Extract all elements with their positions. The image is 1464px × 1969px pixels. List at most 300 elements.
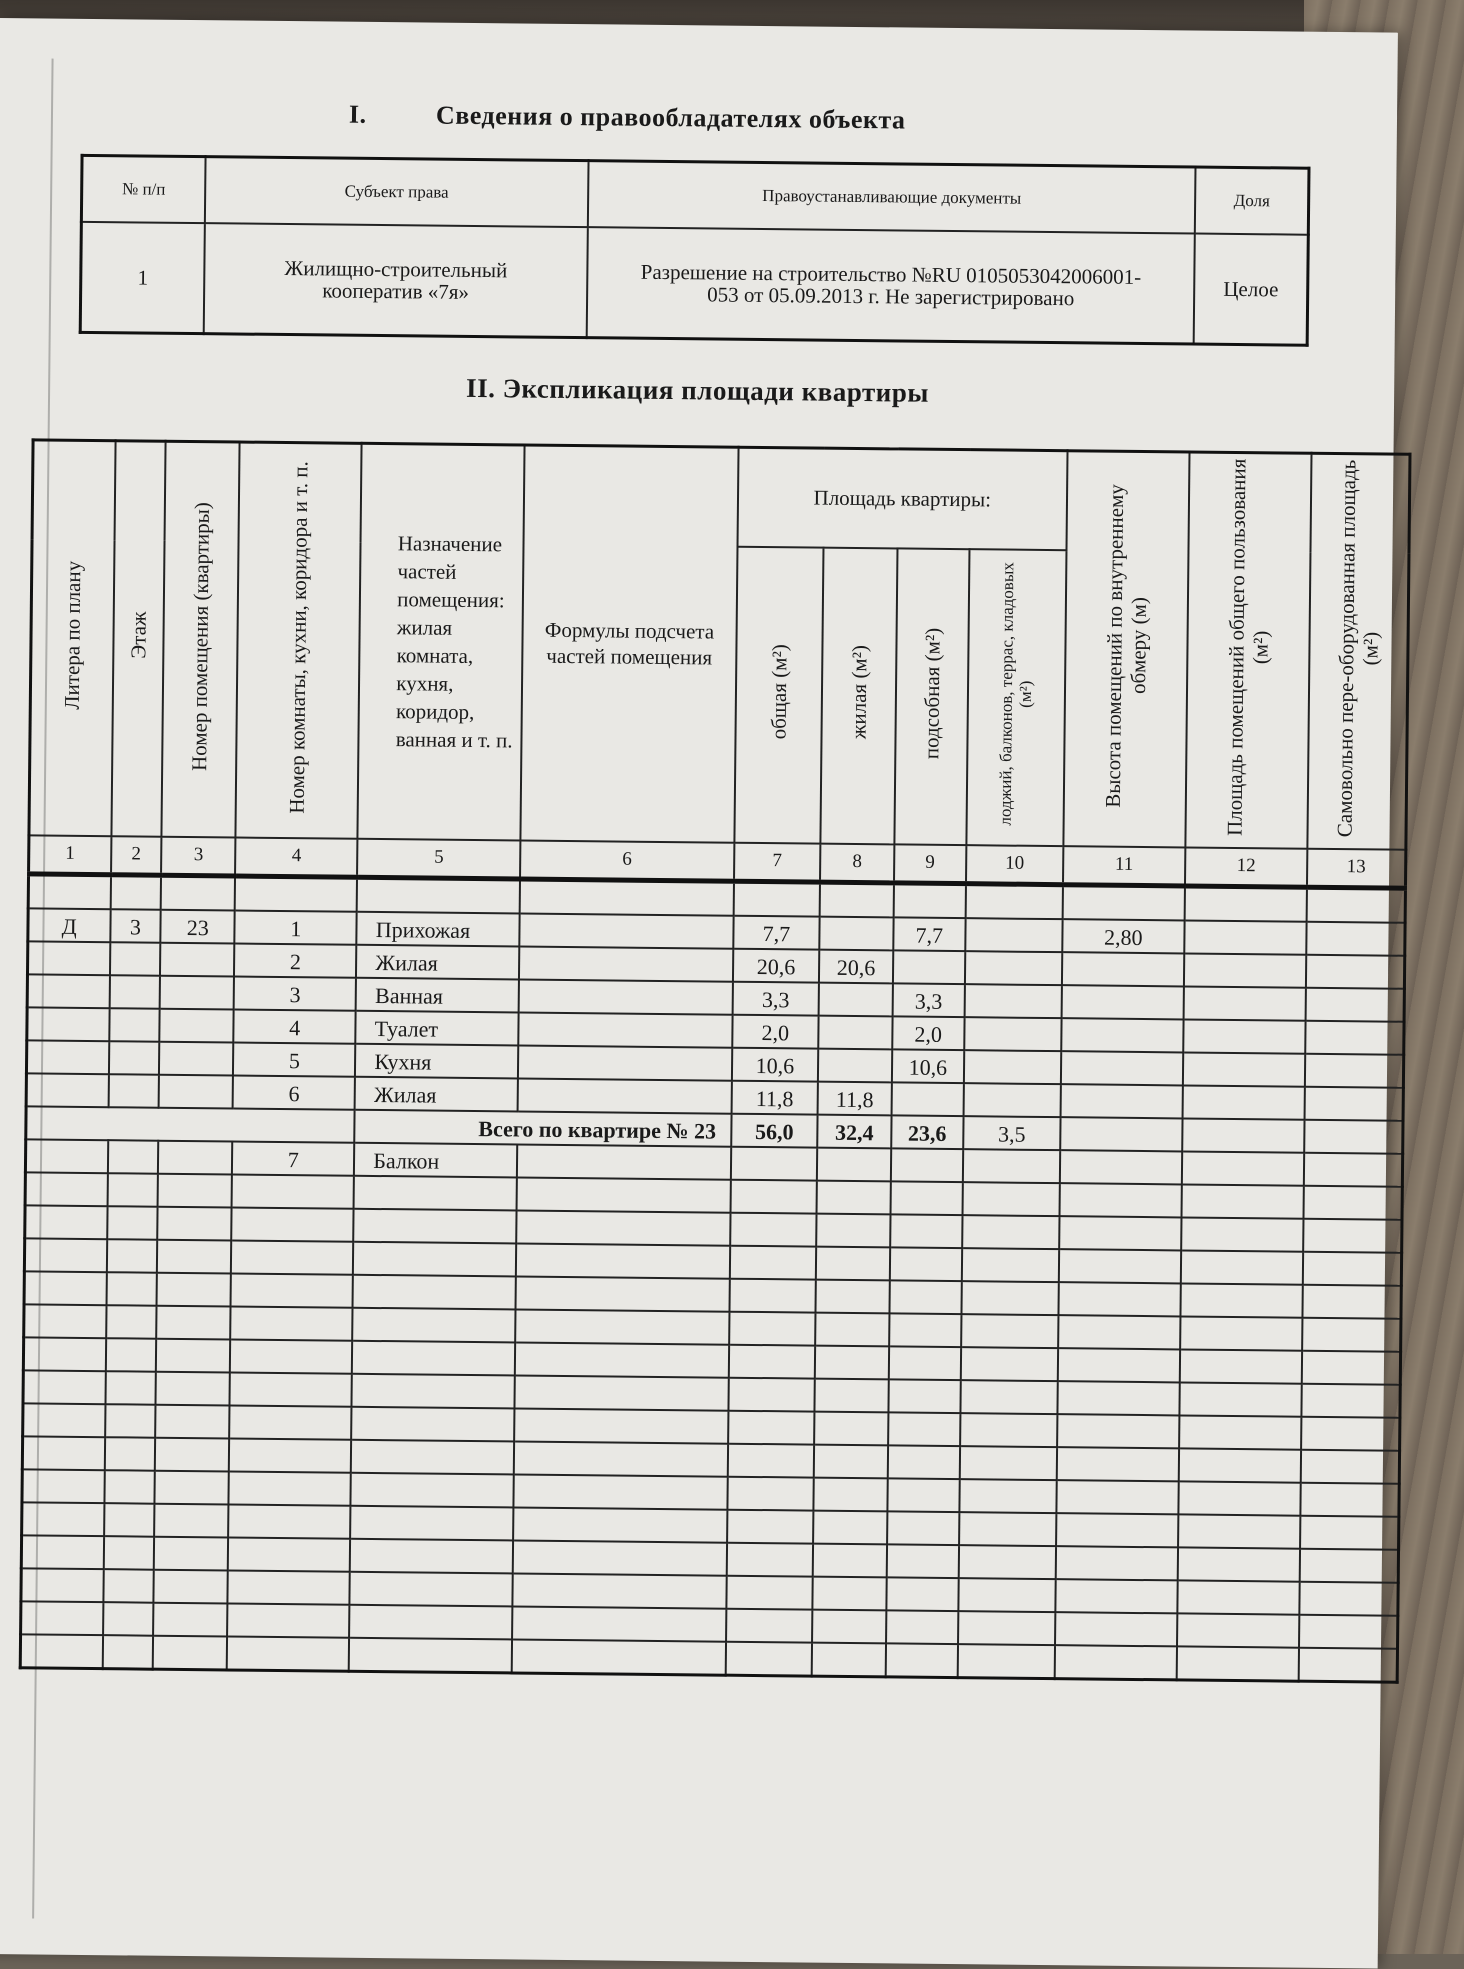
header-auxiliary: подсобная (м²) xyxy=(894,548,969,845)
table-cell xyxy=(1180,1349,1302,1383)
table-cell xyxy=(110,875,161,910)
table-cell xyxy=(160,1009,234,1043)
table-cell xyxy=(727,1477,814,1511)
table-cell xyxy=(888,1412,961,1446)
table-cell xyxy=(817,1148,891,1182)
table-cell xyxy=(816,1247,890,1281)
table-cell xyxy=(962,1248,1059,1282)
table-cell xyxy=(964,1050,1061,1084)
table-cell xyxy=(232,1207,354,1241)
table-cell xyxy=(109,1008,160,1042)
table-cell xyxy=(1301,1450,1400,1484)
table-cell xyxy=(350,1539,513,1574)
table-cell xyxy=(23,1403,105,1437)
table-cell xyxy=(1305,1021,1404,1055)
table-cell xyxy=(513,1507,727,1542)
table-cell xyxy=(1062,985,1184,1019)
table-cell xyxy=(1178,1481,1300,1515)
table-cell xyxy=(965,984,1062,1018)
table-cell xyxy=(1177,1580,1299,1614)
owner-num: 1 xyxy=(80,222,205,334)
table-cell xyxy=(104,1503,155,1537)
table-cell xyxy=(814,1445,888,1479)
column-number: 4 xyxy=(235,838,357,878)
table-cell xyxy=(515,1342,729,1377)
table-cell xyxy=(886,1577,959,1611)
header-share: Доля xyxy=(1195,167,1309,235)
table-cell: Балкон xyxy=(354,1143,517,1178)
table-cell xyxy=(519,946,733,981)
table-cell: 23,6 xyxy=(891,1115,964,1149)
table-cell xyxy=(352,1341,515,1376)
table-cell xyxy=(817,1181,891,1215)
table-cell xyxy=(515,1375,729,1410)
table-cell xyxy=(229,1405,351,1439)
table-cell xyxy=(729,1246,816,1280)
table-cell xyxy=(1057,1414,1179,1448)
column-number: 7 xyxy=(734,843,821,882)
table-cell xyxy=(26,1073,108,1107)
table-cell xyxy=(959,1479,1056,1513)
header-num: № п/п xyxy=(81,155,205,223)
table-cell xyxy=(965,918,1062,952)
table-cell xyxy=(351,1407,514,1442)
owner-share: Целое xyxy=(1194,234,1308,346)
header-loggia: лоджий, балконов, террас, кладовых (м²) xyxy=(966,549,1066,846)
table-cell xyxy=(357,877,520,913)
table-cell xyxy=(1180,1316,1302,1350)
table-cell xyxy=(28,874,110,909)
table-cell xyxy=(816,1280,890,1314)
header-purpose: Назначение частей помещения: жилая комната, кухня, коридор, ванная и т. п. xyxy=(358,443,525,840)
table-cell: Прихожая xyxy=(357,912,520,947)
table-cell xyxy=(1180,1283,1302,1317)
table-cell: 5 xyxy=(233,1043,355,1077)
table-cell xyxy=(958,1644,1055,1679)
table-cell xyxy=(1059,1249,1181,1283)
table-cell xyxy=(726,1543,813,1577)
column-number: 11 xyxy=(1063,846,1185,886)
table-cell xyxy=(1181,1184,1303,1218)
table-cell xyxy=(1056,1480,1178,1514)
table-cell xyxy=(729,1312,816,1346)
table-cell xyxy=(1304,1120,1403,1154)
table-cell xyxy=(889,1313,962,1347)
table-cell: Всего по квартире № 23 xyxy=(355,1110,732,1147)
table-cell: 32,4 xyxy=(817,1115,891,1149)
header-living: жилая (м²) xyxy=(821,548,898,845)
table-cell xyxy=(353,1275,516,1310)
area-table xyxy=(19,438,1412,1683)
table-cell xyxy=(1305,1054,1404,1088)
table-cell xyxy=(893,950,966,984)
table-cell xyxy=(1181,1250,1303,1284)
table-cell: 3,3 xyxy=(732,982,819,1016)
table-cell xyxy=(1306,922,1405,956)
table-cell xyxy=(158,1174,232,1208)
table-cell xyxy=(352,1374,515,1409)
owner-subject: Жилищно-строительный кооператив «7я» xyxy=(204,223,588,338)
table-cell xyxy=(960,1446,1057,1480)
table-cell xyxy=(820,882,894,917)
table-cell xyxy=(103,1536,154,1570)
table-cell xyxy=(818,1016,892,1050)
table-cell xyxy=(960,1380,1057,1414)
table-cell xyxy=(815,1313,889,1347)
table-cell xyxy=(158,1207,232,1241)
table-cell xyxy=(232,1174,354,1208)
table-cell xyxy=(104,1437,155,1471)
table-cell: 20,6 xyxy=(733,949,820,983)
document-page xyxy=(0,18,1398,1969)
table-cell xyxy=(1177,1613,1299,1647)
table-cell xyxy=(514,1408,728,1443)
table-cell xyxy=(1303,1219,1402,1253)
table-cell xyxy=(517,1144,731,1179)
column-number: 1 xyxy=(29,835,111,874)
table-cell xyxy=(103,1602,154,1636)
header-subject: Субъект права xyxy=(205,157,589,228)
table-cell xyxy=(25,1172,107,1206)
table-cell xyxy=(890,1214,963,1248)
table-cell: 20,6 xyxy=(819,950,893,984)
table-cell: 3 xyxy=(234,977,356,1011)
column-number: 13 xyxy=(1307,849,1406,889)
table-cell xyxy=(1062,952,1184,986)
table-cell xyxy=(26,1106,355,1142)
table-cell xyxy=(228,1537,350,1571)
table-cell xyxy=(354,1176,517,1211)
table-cell xyxy=(960,1413,1057,1447)
table-cell xyxy=(1056,1513,1178,1547)
table-cell xyxy=(514,1441,728,1476)
table-cell xyxy=(731,1147,818,1181)
table-cell xyxy=(353,1242,516,1277)
owners-table xyxy=(79,154,1311,347)
table-cell xyxy=(158,1141,232,1175)
column-number: 8 xyxy=(820,844,894,883)
table-cell xyxy=(1306,988,1405,1022)
table-cell xyxy=(227,1636,349,1671)
table-cell xyxy=(887,1445,960,1479)
table-cell xyxy=(963,1149,1060,1183)
table-cell xyxy=(886,1610,959,1644)
table-cell xyxy=(105,1371,156,1405)
table-cell xyxy=(26,1040,108,1074)
table-cell: Д xyxy=(28,908,110,942)
table-cell xyxy=(350,1572,513,1607)
table-cell xyxy=(24,1271,106,1305)
table-cell: Жилая xyxy=(355,1077,518,1112)
table-cell xyxy=(156,1372,230,1406)
table-cell xyxy=(154,1570,228,1604)
table-cell xyxy=(20,1634,102,1668)
table-cell xyxy=(21,1535,103,1569)
table-cell xyxy=(103,1569,154,1603)
table-cell xyxy=(106,1272,157,1306)
table-cell xyxy=(156,1339,230,1373)
table-cell xyxy=(27,974,109,1008)
table-cell xyxy=(1178,1547,1300,1581)
table-cell xyxy=(21,1601,103,1635)
table-cell xyxy=(512,1606,726,1641)
table-cell: 1 xyxy=(235,911,357,945)
table-cell xyxy=(349,1605,512,1640)
table-cell xyxy=(890,1181,963,1215)
header-documents: Правоустанавливающие документы xyxy=(588,161,1196,234)
table-cell xyxy=(893,883,966,918)
table-cell xyxy=(105,1338,156,1372)
table-cell xyxy=(21,1568,103,1602)
table-cell: 2,0 xyxy=(732,1015,819,1049)
table-cell xyxy=(1060,1084,1182,1118)
table-cell: 23 xyxy=(161,910,235,944)
header-area-group: Площадь квартиры: xyxy=(737,447,1067,550)
table-cell xyxy=(155,1405,229,1439)
table-cell xyxy=(885,1643,958,1677)
table-cell xyxy=(961,1281,1058,1315)
table-cell: Туалет xyxy=(356,1011,519,1046)
table-cell xyxy=(105,1404,156,1438)
table-cell xyxy=(106,1239,157,1273)
table-cell xyxy=(961,1314,1058,1348)
table-cell xyxy=(227,1603,349,1637)
table-cell xyxy=(1307,887,1406,923)
section2-title: II. Экспликация площади квартиры xyxy=(465,372,930,408)
table-cell xyxy=(891,1148,964,1182)
table-cell xyxy=(22,1436,104,1470)
table-cell xyxy=(1178,1514,1300,1548)
table-cell xyxy=(1300,1516,1399,1550)
table-cell: 2 xyxy=(234,944,356,978)
table-cell xyxy=(108,1041,159,1075)
table-cell xyxy=(160,943,234,977)
table-cell xyxy=(23,1337,105,1371)
table-cell xyxy=(350,1506,513,1541)
table-cell xyxy=(1301,1384,1400,1418)
column-number: 6 xyxy=(520,840,734,881)
table-cell xyxy=(958,1611,1055,1645)
table-cell xyxy=(1060,1150,1182,1184)
table-cell: 3,3 xyxy=(892,983,965,1017)
table-cell xyxy=(725,1642,812,1676)
table-cell xyxy=(154,1537,228,1571)
table-cell xyxy=(27,941,109,975)
column-number: 12 xyxy=(1185,847,1307,887)
table-cell xyxy=(891,1082,964,1116)
table-cell xyxy=(107,1140,158,1174)
table-cell xyxy=(889,1346,962,1380)
table-cell xyxy=(1182,1151,1304,1185)
table-cell xyxy=(514,1474,728,1509)
table-cell xyxy=(109,975,160,1009)
table-cell xyxy=(1179,1448,1301,1482)
table-cell xyxy=(816,1214,890,1248)
table-cell xyxy=(520,879,734,916)
table-cell xyxy=(349,1638,512,1673)
table-cell xyxy=(159,1075,233,1109)
table-cell xyxy=(889,1280,962,1314)
header-formula: Формулы подсчета частей помещения xyxy=(520,445,738,843)
table-cell xyxy=(518,1078,732,1113)
table-cell xyxy=(1181,1217,1303,1251)
table-cell xyxy=(351,1440,514,1475)
table-cell xyxy=(964,1017,1061,1051)
table-cell xyxy=(1303,1186,1402,1220)
table-cell xyxy=(1184,953,1306,987)
table-cell xyxy=(890,1247,963,1281)
table-cell: 7,7 xyxy=(733,916,820,950)
header-self-built: Самовольно пере-оборудованная площадь (м²) xyxy=(1307,453,1410,850)
table-cell xyxy=(727,1444,814,1478)
table-cell xyxy=(1061,1051,1183,1085)
table-cell xyxy=(728,1345,815,1379)
table-cell xyxy=(1057,1381,1179,1415)
table-cell xyxy=(157,1240,231,1274)
table-cell xyxy=(517,1177,731,1212)
table-cell xyxy=(161,875,235,910)
table-cell xyxy=(815,1346,889,1380)
table-cell xyxy=(812,1610,886,1644)
table-cell xyxy=(25,1139,107,1173)
header-litera: Литера по плану xyxy=(29,440,115,836)
section1-title: Сведения о правообладателях объекта xyxy=(435,100,906,135)
table-cell xyxy=(153,1603,227,1637)
table-cell xyxy=(519,979,733,1014)
table-cell xyxy=(230,1372,352,1406)
table-cell xyxy=(104,1470,155,1504)
header-room-no: Номер комнаты, кухни, коридора и т. п. xyxy=(236,442,362,839)
table-cell xyxy=(819,983,893,1017)
table-cell xyxy=(106,1305,157,1339)
table-cell xyxy=(513,1540,727,1575)
table-cell xyxy=(965,951,1062,985)
table-cell: Жилая xyxy=(356,945,519,980)
table-cell xyxy=(23,1370,105,1404)
table-cell: 2,0 xyxy=(892,1016,965,1050)
table-cell xyxy=(1061,1018,1183,1052)
table-cell xyxy=(228,1504,350,1538)
table-cell xyxy=(231,1240,353,1274)
table-cell xyxy=(726,1576,813,1610)
table-cell xyxy=(160,976,234,1010)
table-cell xyxy=(887,1511,960,1545)
table-cell xyxy=(726,1609,813,1643)
table-cell xyxy=(815,1379,889,1413)
table-cell xyxy=(512,1639,726,1675)
table-cell xyxy=(959,1512,1056,1546)
table-cell: 7 xyxy=(232,1141,354,1175)
table-cell xyxy=(22,1502,104,1536)
table-cell xyxy=(231,1273,353,1307)
table-cell xyxy=(820,917,894,951)
table-cell xyxy=(1302,1318,1401,1352)
header-height: Высота помещений по внутреннему обмеру (м) xyxy=(1063,451,1189,848)
table-cell xyxy=(230,1339,352,1373)
table-cell xyxy=(512,1573,726,1608)
table-cell xyxy=(1058,1315,1180,1349)
table-cell xyxy=(1185,886,1307,922)
table-cell: 56,0 xyxy=(731,1114,818,1148)
table-cell xyxy=(354,1209,517,1244)
table-cell xyxy=(159,1042,233,1076)
table-cell xyxy=(1177,1646,1299,1681)
table-cell xyxy=(1304,1153,1403,1187)
table-cell: 4 xyxy=(234,1010,356,1044)
table-cell xyxy=(961,1347,1058,1381)
table-cell xyxy=(730,1180,817,1214)
table-cell xyxy=(516,1210,730,1245)
header-flat-no: Номер помещения (квартиры) xyxy=(162,441,240,837)
table-cell xyxy=(1179,1382,1301,1416)
section1-number: I. xyxy=(348,99,367,129)
table-cell: 10,6 xyxy=(892,1049,965,1083)
table-cell xyxy=(1182,1085,1304,1119)
table-cell xyxy=(155,1471,229,1505)
table-cell xyxy=(1184,920,1306,954)
table-cell xyxy=(24,1304,106,1338)
table-cell: Ванная xyxy=(356,978,519,1013)
table-cell: 7,7 xyxy=(893,917,966,951)
table-cell xyxy=(728,1411,815,1445)
table-cell xyxy=(229,1438,351,1472)
table-cell xyxy=(888,1379,961,1413)
table-cell xyxy=(27,1007,109,1041)
table-cell xyxy=(958,1578,1055,1612)
column-number: 5 xyxy=(357,839,520,879)
table-cell xyxy=(1182,1118,1304,1152)
table-cell xyxy=(966,884,1063,920)
table-cell xyxy=(228,1570,350,1604)
table-cell xyxy=(1184,986,1306,1020)
table-cell: 10,6 xyxy=(732,1048,819,1082)
table-cell xyxy=(729,1279,816,1313)
table-cell xyxy=(812,1643,886,1677)
table-cell xyxy=(1056,1546,1178,1580)
table-cell xyxy=(886,1544,959,1578)
table-cell xyxy=(730,1213,817,1247)
table-cell xyxy=(1055,1612,1177,1646)
table-cell: 6 xyxy=(233,1076,355,1110)
table-cell xyxy=(1055,1579,1177,1613)
table-cell: Кухня xyxy=(355,1044,518,1079)
table-cell xyxy=(1300,1483,1399,1517)
table-cell xyxy=(1301,1417,1400,1451)
table-cell xyxy=(109,942,160,976)
column-number: 9 xyxy=(894,844,967,883)
header-floor: Этаж xyxy=(111,441,166,837)
table-cell xyxy=(814,1478,888,1512)
table-cell xyxy=(1059,1183,1181,1217)
table-cell: 2,80 xyxy=(1062,919,1184,953)
table-cell xyxy=(1300,1549,1399,1583)
table-cell xyxy=(518,1012,732,1047)
table-cell xyxy=(1302,1285,1401,1319)
table-cell: 11,8 xyxy=(731,1081,818,1115)
table-cell xyxy=(155,1438,229,1472)
table-cell xyxy=(153,1636,227,1670)
section1-heading xyxy=(349,100,1069,138)
table-cell xyxy=(813,1511,887,1545)
table-cell xyxy=(1304,1087,1403,1121)
table-cell xyxy=(352,1308,515,1343)
table-cell xyxy=(516,1243,730,1278)
area-table-body xyxy=(20,874,1405,1682)
table-cell xyxy=(813,1577,887,1611)
table-cell xyxy=(727,1510,814,1544)
owners-row xyxy=(80,222,1308,345)
table-cell xyxy=(108,1074,159,1108)
